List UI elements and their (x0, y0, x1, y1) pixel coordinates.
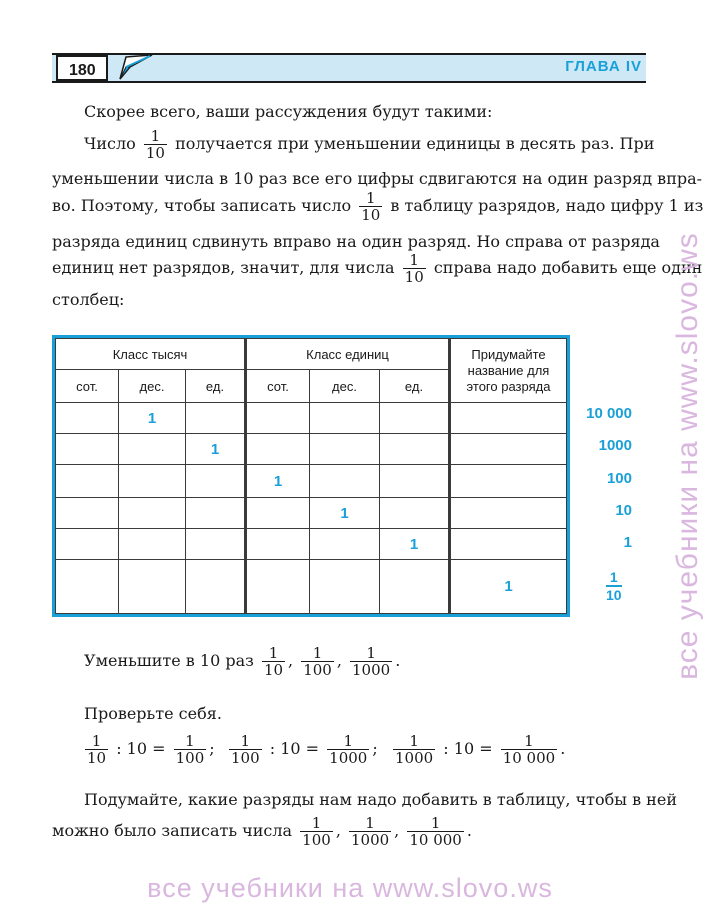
row-label: 10 (615, 502, 632, 519)
fraction-one-tenth: $\frac{1}{10}$ (404, 251, 424, 286)
chapter-title: ГЛАВА IV (565, 58, 642, 75)
row-label: 10 000 (586, 405, 632, 422)
para-line-5: единиц нет разрядов, значит, для числа $\frac{1}{10}$ справа надо добавить еще один (52, 251, 703, 286)
digit-cell: 1 (246, 465, 310, 498)
row-label: 100 (606, 470, 632, 487)
page-number: 180 (69, 62, 96, 79)
digit-cell: 1 (119, 403, 186, 434)
col-header-hundreds: сот. (246, 370, 310, 403)
check-equation: $\frac{1}{10}$ : 10 = $\frac{1}{100}$ ; (87, 732, 215, 767)
col-header-ones: ед. (380, 370, 450, 403)
watermark-vertical: все учебники на www.slovo.ws (671, 232, 704, 680)
table-row (56, 434, 567, 465)
col-header-tens: дес. (119, 370, 186, 403)
digit-cell: 1 (186, 434, 246, 465)
watermark-bottom: все учебники на www.slovo.ws (147, 873, 553, 903)
row-label: 1 (623, 534, 632, 551)
fraction-one-tenth: $\frac{1}{10}$ (145, 127, 165, 162)
row-label-fraction: $\frac{1}{10}$ (606, 569, 622, 603)
pencil-icon (112, 53, 156, 83)
col-header-hundreds: сот. (56, 370, 119, 403)
table-row (56, 403, 567, 434)
table-row (56, 529, 567, 560)
page-header (52, 53, 646, 83)
task-reduce: Уменьшите в 10 раз $\frac{1}{10}$ , $\frac{1}{100}$ , $\frac{1}{1000}$ . (84, 644, 401, 679)
digit-cell: 1 (310, 498, 380, 529)
table-row (56, 560, 567, 614)
new-column-header: Придумайте название для этого разряда (450, 339, 567, 403)
para-line-2: уменьшении числа в 10 раз все его цифры сдвигаются на один разряд впра- (52, 169, 703, 188)
table-row (56, 498, 567, 529)
check-label: Проверьте себя. (84, 704, 222, 723)
digit-cell: 1 (380, 529, 450, 560)
table-row (56, 465, 567, 498)
fraction-one-tenth: $\frac{1}{10}$ (361, 189, 381, 224)
check-equation: $\frac{1}{100}$ : 10 = $\frac{1}{1000}$ ; (231, 732, 378, 767)
intro-text: Скорее всего, ваши рассуждения будут такими: (84, 102, 493, 121)
col-header-ones: ед. (186, 370, 246, 403)
task-think-line-1: Подумайте, какие разряды нам надо добавить в таблицу, чтобы в ней (84, 790, 677, 809)
para-line-3: во. Поэтому, чтобы записать число $\frac{1}{10}$ в таблицу разрядов, надо цифру 1 из (52, 189, 704, 224)
col-header-tens: дес. (310, 370, 380, 403)
check-equation: $\frac{1}{1000}$ : 10 = $\frac{1}{10 000}$ . (395, 732, 566, 767)
class-units-header: Класс единиц (246, 339, 450, 370)
task-think-line-2: можно было записать числа $\frac{1}{100}$ , $\frac{1}{1000}$ , $\frac{1}{10 000}$ . (52, 814, 472, 849)
para-line-6: столбец: (52, 290, 125, 309)
page-number-box (56, 55, 108, 81)
digit-cell: 1 (450, 560, 567, 614)
class-thousands-header: Класс тысяч (56, 339, 246, 370)
place-value-table (52, 335, 570, 617)
row-label: 1000 (598, 437, 632, 454)
para-line-1: Число $\frac{1}{10}$ получается при уменьшении единицы в десять раз. При (84, 127, 655, 162)
para-line-4: разряда единиц сдвинуть вправо на один разряд. Но справа от разряда (52, 232, 660, 251)
